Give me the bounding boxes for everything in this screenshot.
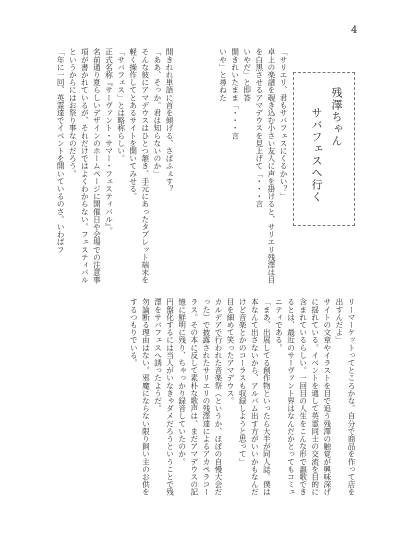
body-text-upper-right: 「サリエリ、君もサバフェスにくるかい？」 卓上の楽譜を覗き込む小さい友人に声を掛けると、サリエリ残澤は目を白黒させるアマデウスを見上げて「・・・言 いやだ」と即答 開きれいたまま「・・・言 いや」と尋ねた: [218, 48, 288, 284]
body-text-upper-left: 開きれれ単語に首を傾げる、さぱふぇす？ 「ああ、そっか。君は知らないのか」 そんな彼にアマデウスはひとつ頷き、手元にあったタブレット端末を軽く操作してとあるサイトを開いてみせる。 「サバフェス」とは略称らしい。 正式名称『サーヴァント・サマー・フェスティバル』。 名前通り夏らしいデザインのホームページに開催日や会場での注意事項が書かれているが、それだけではよくわからない。フェスティバルというからにはお祭り事なのだろう。 「年に一回、英霊達でイベントを開いているのさ。いわばフ: [56, 48, 174, 284]
chapter-title: 残澤ちゃん: [330, 87, 343, 147]
page-number: 4: [351, 25, 358, 36]
body-text-lower-right: リーマーケットってところかな。自分で商品を作って店を出すんだよ」 サイトの文章やイラストを目で追う残澤の触覚が興味深げに揺れている。イベントを通して英霊同士の交流を目的に含まれているらしい。一回目の人生をこんな形で謳歌できるとは、最近のサーヴァント界はなんだかとってもコミュニティである。 「まあ、出展してる創作物といったら大半が同人誌。僕は本なんて出さないから、アルバム出す方がいいかもなんだけど音楽とかのコーラスも収録しようと思って」 目を細めて笑ったアマデウス。 カルデアで行われた音楽祭（というか、ほぼの自慢大会だった）で披露されたサリエリの残澤達によるアカペラコーラス。その本に反して素朴な歌声は、まだアマデウスの記憶に鮮明に残り、ちゃっかり録音していたのか。 円盤化するには当人がいなきゃダメだろうということで残澤をサバフェスへ誘ったようだ。 勿論断る理由はない。邪魔にならない限り飼い主のお供をするつもりでいる。: [129, 298, 356, 496]
chapter-title-box: [293, 72, 355, 226]
chapter-subtitle: サバフェスへ行く: [310, 107, 323, 203]
